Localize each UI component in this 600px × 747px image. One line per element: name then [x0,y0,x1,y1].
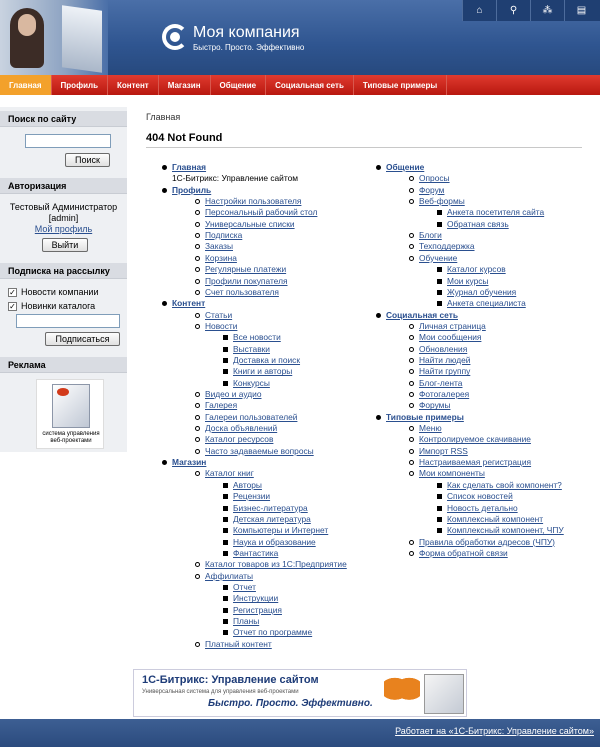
sitemap-link[interactable]: Платный контент [205,638,272,649]
bullet-icon [195,313,200,318]
bullet-icon [409,449,414,454]
ads-title: Реклама [0,357,127,373]
bullet-icon [437,483,442,488]
bullet-icon [195,471,200,476]
subscribe-checkbox-catalog[interactable]: ✓ [9,302,16,311]
logout-button[interactable]: Выйти [42,238,88,252]
sitemap-link[interactable]: Мои сообщения [419,332,482,343]
sitemap-link[interactable]: Каталог курсов [447,264,506,275]
sitemap-link[interactable]: Форумы [419,400,451,411]
sitemap-item [447,514,543,525]
sitemap-link[interactable]: Рецензии [233,491,271,502]
sitemap-link[interactable]: Форма обратной связи [419,547,508,558]
home-icon[interactable]: ⌂ [462,0,496,21]
bullet-icon [195,437,200,442]
sitemap-item [233,582,256,593]
powered-by-link[interactable]: Работает на «1С-Битрикс: Управление сайтом» [395,726,594,736]
sitemap-link[interactable]: Видео и аудио [205,389,262,399]
bullet-icon [409,540,414,545]
bullet-icon [223,358,228,363]
sitemap-link[interactable]: Общение [386,162,425,172]
sitemap-link[interactable]: Блоги [419,230,442,241]
sitemap-item [447,276,488,287]
sitemap-link[interactable]: Компьютеры и Интернет [233,525,329,536]
title-divider [146,147,582,148]
bullet-icon [195,562,200,567]
sitemap-link[interactable]: Новость детально [447,502,518,513]
bullet-icon [223,630,228,635]
sitemap-link[interactable]: Каталог ресурсов [205,434,274,445]
sitemap-item [419,423,442,434]
sitemap-link[interactable]: Типовые примеры [386,411,464,422]
sitemap-item [205,423,277,434]
bullet-icon [195,392,200,397]
sitemap-item [447,480,562,491]
sitemap-item [172,457,206,468]
banner-slogan: Быстро. Просто. Эффективно. [208,698,373,709]
sitemap-link[interactable]: Мои курсы [447,275,489,286]
sitemap-item [233,537,316,548]
sitemap-link[interactable]: Конкурсы [233,377,270,388]
bullet-icon [223,506,228,511]
bullet-icon [195,256,200,261]
bullet-icon [195,210,200,215]
bullet-icon [409,233,414,238]
sitemap-item [419,537,555,548]
sitemap-item [233,355,300,366]
bullet-icon [409,244,414,249]
sitemap-link[interactable]: Найти людей [419,354,471,365]
sitemap-link[interactable]: Заказы [205,241,233,252]
sitemap-link[interactable]: Галерея [205,400,238,411]
sidebar [0,107,127,452]
subscribe-title: Подписка на рассылку [0,263,127,279]
bullet-icon [437,290,442,295]
sitemap-link[interactable]: Фотогалерея [419,389,470,399]
bullet-icon [437,517,442,522]
sitemap-link[interactable]: Как сделать свой компонент? [447,479,562,490]
bullet-icon [223,494,228,499]
bullet-icon [409,347,414,352]
sitemap-item [205,253,237,264]
sitemap-link[interactable]: Меню [419,423,442,434]
sitemap-link[interactable]: Книги и авторы [233,366,293,377]
bullet-icon [376,165,381,170]
bullet-icon [437,528,442,533]
sitemap-link[interactable]: Список новостей [447,491,513,502]
sitemap-item [233,491,270,502]
sitemap-link[interactable]: Профили покупателя [205,275,288,286]
sitemap-link[interactable]: Каталог товаров из 1С:Предприятие [205,559,347,570]
sitemap-item [419,378,462,389]
sitemap-item [447,503,518,514]
sitemap-link[interactable]: Инструкции [233,593,279,604]
sitemap-item [233,616,259,627]
sitemap-item [419,400,450,411]
company-slogan: Быстро. Просто. Эффективно [193,43,305,52]
sitemap-item [172,185,211,196]
bullet-icon [409,335,414,340]
breadcrumb[interactable]: Главная [146,112,181,122]
sitemap-link[interactable]: Каталог книг [205,468,254,479]
sitemap-item [233,548,278,559]
sitemap-item [172,298,205,309]
sitemap-link[interactable]: Выставки [233,343,270,354]
sitemap-item [419,241,475,252]
sitemap-item [386,310,458,321]
sitemap-link[interactable]: Планы [233,616,260,626]
sitemap-link[interactable]: Мои компоненты [419,468,485,479]
sitemap-link[interactable]: Авторы [233,479,262,490]
sitemap-link[interactable]: Персональный рабочий стол [205,207,318,218]
bullet-icon [223,540,228,545]
bullet-icon [223,551,228,556]
sitemap-item [447,491,513,502]
bullet-icon [437,279,442,284]
auth-user-name: Тестовый Администратор [9,202,118,212]
bullet-icon [195,324,200,329]
sitemap-item [233,332,281,343]
search-title: Поиск по сайту [0,111,127,127]
bullet-icon [409,437,414,442]
sitemap-item [419,253,457,264]
sitemap-link[interactable]: Регистрация [233,604,282,615]
bullet-icon [162,460,167,465]
bullet-icon [195,199,200,204]
sitemap-item [205,287,279,298]
main-nav [0,75,600,95]
header-person-face [18,14,36,36]
nav-item[interactable]: Контент [108,75,159,95]
bullet-icon [223,608,228,613]
sitemap-item [172,162,206,173]
bullet-icon [195,426,200,431]
sitemap-item [233,627,312,638]
header-monitor-image [62,5,102,73]
sitemap-item [419,344,467,355]
sitemap-link[interactable]: Найти группу [419,366,471,377]
bullet-icon [195,642,200,647]
sitemap-item [205,412,297,423]
bullet-icon [195,449,200,454]
bullet-icon [409,403,414,408]
sitemap-link[interactable]: Доставка и поиск [233,354,301,365]
sitemap-link[interactable]: Контролируемое скачивание [419,434,531,445]
sitemap-link[interactable]: Счет пользователя [205,286,279,297]
sitemap-item [205,639,272,650]
bullet-icon [162,301,167,306]
sitemap-item [419,173,450,184]
sitemap-link[interactable]: Личная страница [419,320,486,331]
search-button[interactable]: Поиск [65,153,110,167]
sitemap-link[interactable]: Анкета специалиста [447,298,526,309]
sitemap-item [419,230,442,241]
sitemap-item [419,548,508,559]
header-icons [462,0,600,21]
sitemap-item [233,525,328,536]
bullet-icon [223,381,228,386]
site-header [0,0,600,75]
ad-banner[interactable] [36,379,104,449]
sitemap-link[interactable]: Регулярные платежи [205,264,287,275]
search-icon[interactable]: ⚲ [496,0,530,21]
banner-subtitle: Универсальная система для управления веб-проектами [142,689,299,695]
sitemap-link[interactable]: Корзина [205,252,237,263]
bullet-icon [437,210,442,215]
subscribe-checkbox-news[interactable]: ✓ [9,288,16,297]
sitemap-item [447,287,516,298]
bullet-icon [195,415,200,420]
bullet-icon [195,244,200,249]
sitemap-item [205,321,237,332]
company-logo-dot [170,32,180,42]
sitemap-link[interactable]: Настраиваемая регистрация [419,457,532,468]
site-footer [0,719,600,747]
sitemap-item [172,173,298,184]
auth-login: [admin] [48,213,79,223]
sitemap-link[interactable]: Бизнес-литература [233,502,308,513]
bullet-icon [195,290,200,295]
company-name[interactable]: Моя компания [193,24,300,41]
sitemap-link[interactable]: Магазин [172,457,207,468]
sitemap-link[interactable]: Наука и образование [233,536,316,547]
sitemap-link[interactable]: Подписка [205,230,243,241]
sitemap-item [233,378,270,389]
sitemap-item [205,389,262,400]
sitemap-item [205,434,273,445]
sitemap-item [419,468,485,479]
sitemap-item [386,412,464,423]
sitemap-item [233,344,270,355]
bullet-icon [409,551,414,556]
sitemap-item [419,196,465,207]
bullet-icon [223,619,228,624]
sitemap-item [233,605,282,616]
subscribe-label-news: Новости компании [21,287,99,297]
sitemap-item [205,468,254,479]
bullet-icon [223,585,228,590]
sitemap-link[interactable]: Универсальные списки [205,218,295,229]
sitemap-item [205,571,253,582]
butterfly-icon [384,676,420,708]
bullet-icon [409,460,414,465]
sitemap-item [419,185,444,196]
bullet-icon [195,574,200,579]
sitemap-link[interactable]: Правила обработки адресов (ЧПУ) [419,536,555,547]
sitemap-item [205,400,237,411]
sitemap-link[interactable]: Фантастика [233,547,279,558]
bullet-icon [437,301,442,306]
sitemap-item [233,480,262,491]
bullet-icon [437,222,442,227]
bullet-icon [223,517,228,522]
sitemap-link[interactable]: Импорт RSS [419,445,468,456]
sitemap-item [233,366,292,377]
sitemap-item [205,241,233,252]
sitemap-link[interactable]: Обучение [419,252,458,263]
nav-item[interactable]: Магазин [159,75,211,95]
sitemap-link[interactable]: Веб-формы [419,196,465,207]
bullet-icon [195,279,200,284]
butterfly-icon [57,388,69,396]
sitemap-item [205,196,301,207]
page-title: 404 Not Found [146,132,223,144]
banner-product-box [424,674,464,714]
sitemap-link[interactable]: Детская литература [233,513,311,524]
sitemap-link[interactable]: Все новости [233,332,281,343]
sitemap-item [447,207,544,218]
bullet-icon [223,483,228,488]
sitemap-item [205,230,242,241]
sitemap-link[interactable]: Социальная сеть [386,309,458,320]
bullet-icon [162,165,167,170]
subscribe-button[interactable]: Подписаться [45,332,120,346]
sitemap-link[interactable]: Комплексный компонент, ЧПУ [447,525,564,536]
bullet-icon [223,596,228,601]
sitemap-item [419,389,469,400]
sitemap-item [447,298,526,309]
bullet-icon [409,358,414,363]
nav-item[interactable]: Общение [211,75,267,95]
sitemap-link[interactable]: Часто задаваемые вопросы [205,445,314,456]
subscribe-email-input[interactable] [16,314,120,328]
search-input[interactable] [25,134,111,148]
bullet-icon [437,506,442,511]
sitemap-link[interactable]: Настройки пользователя [205,196,302,207]
sitemap-link[interactable]: Журнал обучения [447,286,517,297]
nav-item[interactable]: Социальная сеть [266,75,354,95]
bullet-icon [409,369,414,374]
bullet-icon [162,188,167,193]
sitemap-link[interactable]: Форум [419,184,445,195]
bullet-icon [409,188,414,193]
sitemap-item [205,219,295,230]
sitemap-link[interactable]: Галереи пользователей [205,411,298,422]
profile-link[interactable]: Мой профиль [34,224,93,234]
sitemap-link[interactable]: Статьи [205,309,233,320]
sitemap-item [233,593,278,604]
bullet-icon [409,176,414,181]
sitemap-item [233,503,308,514]
sitemap-link[interactable]: Доска объявлений [205,423,278,434]
bullet-icon [409,426,414,431]
sitemap-item [205,446,314,457]
bullet-icon [409,324,414,329]
sitemap-link[interactable]: Техподдержка [419,241,475,252]
bullet-icon [409,392,414,397]
sitemap-item [419,434,531,445]
sitemap-item [205,310,232,321]
sitemap-link[interactable]: Новости [205,320,238,331]
sitemap-item [419,446,468,457]
sitemap-item [205,207,317,218]
bullet-icon [223,528,228,533]
bullet-icon [376,415,381,420]
sitemap-item [386,162,424,173]
sitemap-link[interactable]: Контент [172,298,206,309]
sitemap-link[interactable]: Обратная связь [447,218,509,229]
nav-item[interactable]: Главная [0,75,52,95]
sitemap-item [419,355,470,366]
sitemap-link[interactable]: Отчет по программе [233,627,313,638]
sitemap-link[interactable]: Обновления [419,343,468,354]
print-icon[interactable]: ▤ [564,0,598,21]
bullet-icon [409,381,414,386]
sitemap-link[interactable]: Комплексный компонент [447,513,544,524]
sitemap-link: 1С-Битрикс: Управление сайтом [172,173,299,184]
sitemap-link[interactable]: Анкета посетителя сайта [447,207,545,218]
sitemap-item [205,276,288,287]
bullet-icon [195,403,200,408]
sitemap-icon[interactable]: ⁂ [530,0,564,21]
sitemap-item [419,332,481,343]
bullet-icon [437,267,442,272]
sitemap-item [205,264,286,275]
bullet-icon [223,347,228,352]
subscribe-label-catalog: Новинки каталога [21,301,96,311]
bullet-icon [437,494,442,499]
sitemap-item [233,514,311,525]
sitemap-item [419,366,470,377]
nav-item[interactable]: Профиль [52,75,108,95]
sitemap-link[interactable]: Профиль [172,184,212,195]
bullet-icon [409,199,414,204]
sitemap-item [447,525,564,536]
bullet-icon [223,335,228,340]
bullet-icon [223,369,228,374]
sitemap-item [447,264,506,275]
sitemap-item [205,559,347,570]
sitemap-item [419,321,486,332]
sitemap-link[interactable]: Отчет [233,581,256,592]
bullet-icon [409,256,414,261]
sitemap-link[interactable]: Опросы [419,173,450,184]
sitemap-link[interactable]: Аффилиаты [205,570,254,581]
footer-banner[interactable] [133,669,467,717]
bullet-icon [195,222,200,227]
nav-item[interactable]: Типовые примеры [354,75,447,95]
sitemap-link[interactable]: Главная [172,162,207,172]
sitemap-item [419,457,531,468]
bullet-icon [409,471,414,476]
auth-title: Авторизация [0,178,127,194]
sitemap-link[interactable]: Блог-лента [419,377,463,388]
bullet-icon [195,267,200,272]
banner-title: 1С-Битрикс: Управление сайтом [142,674,319,686]
bullet-icon [195,233,200,238]
sitemap-item [447,219,509,230]
ad-caption: система управления веб-проектами [42,431,100,444]
bullet-icon [376,313,381,318]
